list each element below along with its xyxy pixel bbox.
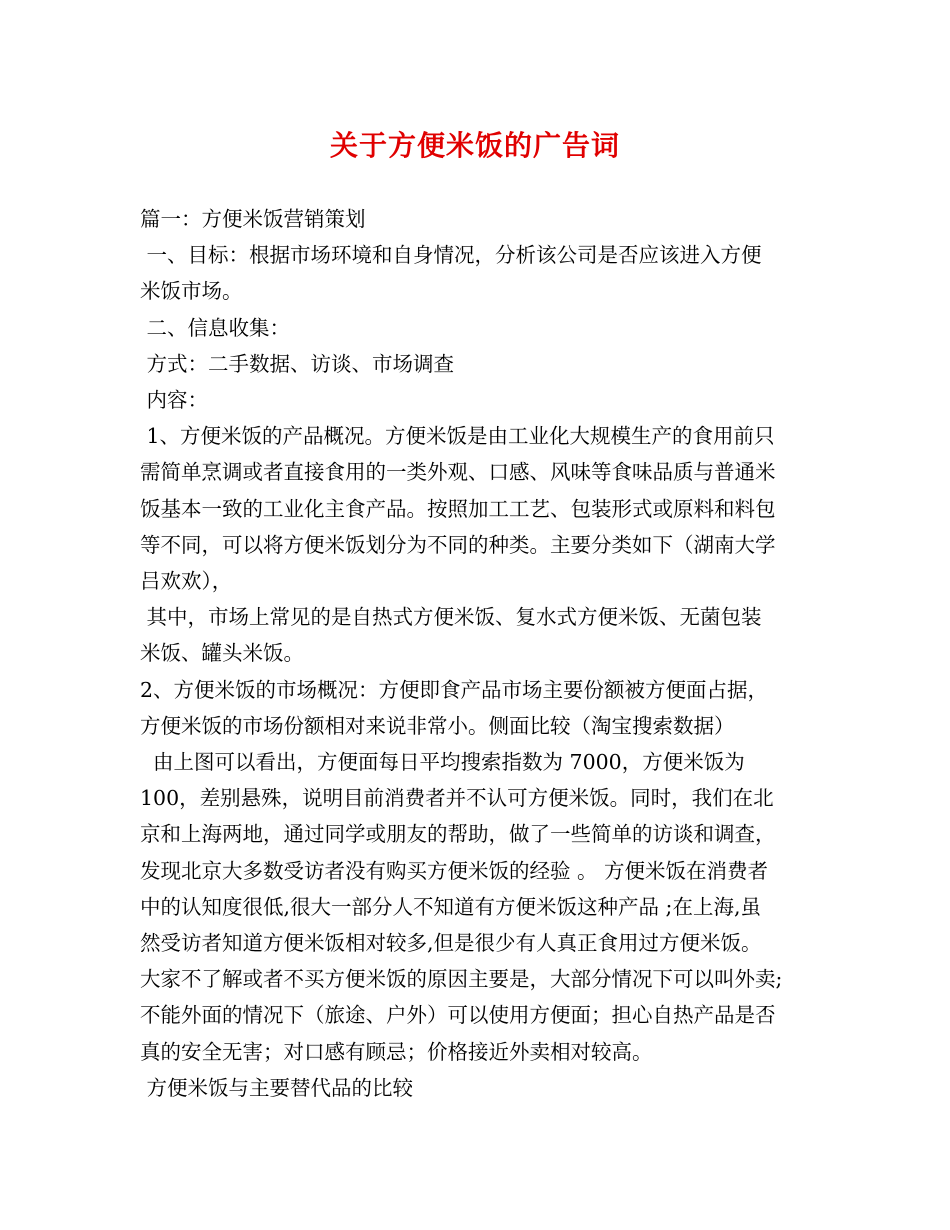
paragraph-line: 不能外面的情况下（旅途、户外）可以使用方便面；担心自热产品是否: [140, 1003, 776, 1028]
paragraph-line: 然受访者知道方便米饭相对较多,但是很少有人真正食用过方便米饭。: [140, 931, 762, 956]
document-title: 关于方便米饭的广告词: [329, 129, 620, 162]
paragraph-line: 吕欢欢），: [140, 569, 233, 594]
paragraph-line: 二、信息收集：: [140, 315, 291, 340]
paragraph-line: 篇一：方便米饭营销策划: [140, 207, 366, 231]
paragraph-line: 真的安全无害；对口感有顾忌；价格接近外卖相对较高。: [140, 1039, 653, 1064]
paragraph-line: 由上图可以看出，方便面每日平均搜索指数为 7000，方便米饭为: [140, 750, 745, 775]
paragraph-line: 需简单烹调或者直接食用的一类外观、口感、风味等食味品质与普通米: [140, 460, 776, 485]
paragraph-line: 中的认知度很低,很大一部分人不知道有方便米饭这种产品 ;在上海,虽: [140, 894, 761, 919]
paragraph-line: 大家不了解或者不买方便米饭的原因主要是，大部分情况下可以叫外卖;: [140, 967, 783, 992]
document-body: [140, 201, 816, 1106]
paragraph-line: 京和上海两地，通过同学或朋友的帮助，做了一些简单的访谈和调查，: [140, 822, 776, 847]
paragraph-line: 米饭、罐头米饭。: [140, 641, 304, 666]
paragraph-line: 发现北京大多数受访者没有购买方便米饭的经验 。 方便米饭在消费者: [140, 858, 769, 883]
paragraph-line: 饭基本一致的工业化主食产品。按照加工工艺、包装形式或原料和料包: [140, 496, 776, 521]
paragraph-line: 等不同，可以将方便米饭划分为不同的种类。主要分类如下（湖南大学: [140, 532, 776, 557]
paragraph-line: 内容：: [140, 388, 209, 413]
paragraph-line: 方便米饭的市场份额相对来说非常小。侧面比较（淘宝搜索数据）: [140, 713, 735, 738]
paragraph-line: 100，差别悬殊，说明目前消费者并不认可方便米饭。同时，我们在北: [140, 786, 774, 811]
paragraph-line: 1、方便米饭的产品概况。方便米饭是由工业化大规模生产的食用前只: [140, 424, 775, 449]
paragraph-line: 方式：二手数据、访谈、市场调查: [140, 351, 455, 376]
paragraph-line: 方便米饭与主要替代品的比较: [140, 1075, 414, 1100]
paragraph-line: 一、目标：根据市场环境和自身情况，分析该公司是否应该进入方便: [140, 243, 762, 268]
paragraph-line: 米饭市场。: [140, 279, 243, 304]
paragraph-line: 其中，市场上常见的是自热式方便米饭、复水式方便米饭、无菌包装: [140, 605, 762, 630]
paragraph-line: 2、方便米饭的市场概况：方便即食产品市场主要份额被方便面占据，: [140, 677, 769, 702]
